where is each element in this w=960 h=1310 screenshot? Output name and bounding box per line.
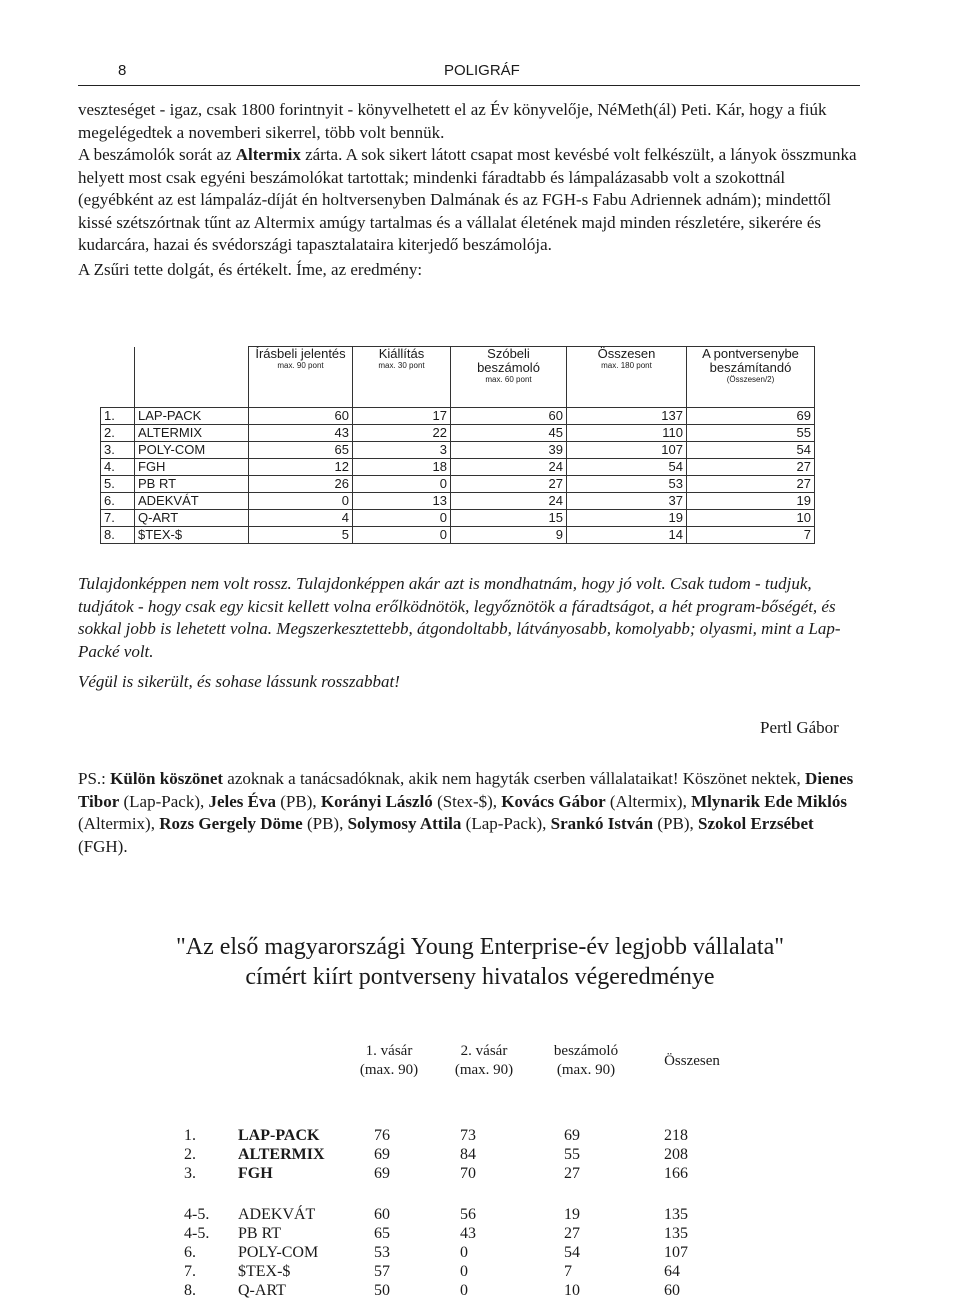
rank-cell: 6. <box>101 493 135 510</box>
final-header-line-1: beszámoló <box>553 1043 619 1059</box>
spacer-row <box>184 1080 748 1126</box>
rank-cell: 3. <box>101 442 135 459</box>
table-row <box>184 1126 748 1145</box>
total-cell: 208 <box>664 1146 688 1163</box>
oral-cell: 9 <box>451 527 567 544</box>
journal-title: POLIGRÁF <box>444 62 520 79</box>
total-cell: 166 <box>664 1165 688 1182</box>
rank-cell: 2. <box>184 1146 196 1163</box>
commentary-paragraph-1: Tulajdonképpen nem volt rossz. Tulajdonképpen akár azt is mondhatnám, hogy jó volt. Csak tudom - tudjuk, tudjátok - hogy csak egy kicsit kellett volna erőlködnötök, legyőznötök a fáradtságot, a hét program-bőségét, és sokkal jobb is lehetett volna. Megszerkesztettebb, átgondoltabb, látványosabb, komolyabb; olyasmi, mint a Lap-Packé volt. <box>78 574 841 661</box>
final-header-cell <box>636 1042 748 1080</box>
total-cell: 110 <box>567 425 687 442</box>
final-header-cell <box>346 1042 432 1080</box>
final-header-line-1: 1. vásár <box>365 1043 413 1059</box>
person-name: Solymosy Attila <box>347 814 462 833</box>
results-header-note: max. 90 pont <box>277 361 324 370</box>
rank-cell: 1. <box>101 408 135 425</box>
signature: Pertl Gábor <box>760 718 839 737</box>
v2-cell: 0 <box>460 1282 468 1299</box>
intro-paragraph-1: veszteséget - igaz, csak 1800 forintnyit - könyvelhetett el az Év könyvelője, NéMeth(ál) Peti. Kár, hogy a fiúk megelégedtek a novemberi sikerrel, több volt bennük. <box>78 100 827 142</box>
v1-cell: 69 <box>374 1146 390 1163</box>
team-name-cell: POLY-COM <box>135 442 249 459</box>
v1-cell: 69 <box>374 1165 390 1182</box>
results-header-note: max. 30 pont <box>378 361 425 370</box>
results-header-label: Írásbeli jelentés <box>255 346 346 361</box>
table-row <box>101 476 815 493</box>
rep-cell: 10 <box>564 1282 580 1299</box>
total-cell: 14 <box>567 527 687 544</box>
written-cell: 0 <box>249 493 353 510</box>
results-header-label: Kiállítás <box>378 346 425 361</box>
person-org: (Lap-Pack), <box>123 791 205 811</box>
results-header-cell <box>451 347 567 408</box>
v1-cell: 57 <box>374 1263 390 1280</box>
table-row <box>101 459 815 476</box>
person-org: (Lap-Pack), <box>465 814 547 833</box>
written-cell: 43 <box>249 425 353 442</box>
points-cell: 19 <box>687 493 815 510</box>
points-cell: 54 <box>687 442 815 459</box>
team-name-cell: Q-ART <box>238 1282 286 1299</box>
v2-cell: 43 <box>460 1225 476 1242</box>
oral-cell: 24 <box>451 493 567 510</box>
intro-paragraph-2: A beszámolók sorát az Altermix zárta. A sok sikert látott csapat most kevésbé volt felkészült, a lányok összmunka helyett most csak egyéni beszámolókat tartottak; mindenki fáradtabb és lámpalázasabb volt a szokottnál (egyébként az est lámpaláz-díját én holtversenyben Dalmának és az FGH-s Fabu Adriennek adnám); mindettől kissé szétszórtnak tűnt az Altermix amúgy tartalmas és a vállalat életének majd minden részletére, sikerére és kudarcára, hazai és svédországi tapasztalataira kiterjedő beszámolója. <box>78 145 857 254</box>
total-cell: 135 <box>664 1206 688 1223</box>
v2-cell: 0 <box>460 1263 468 1280</box>
person-org: (Stex-$), <box>437 791 498 811</box>
oral-cell: 39 <box>451 442 567 459</box>
intro-paragraph-3: A Zsűri tette dolgát, és értékelt. Íme, az eredmény: <box>78 259 423 279</box>
team-name-cell: PB RT <box>135 476 249 493</box>
exhibit-cell: 3 <box>353 442 451 459</box>
v1-cell: 60 <box>374 1206 390 1223</box>
person-name: Kovács Gábor <box>501 791 606 811</box>
table-row <box>184 1224 748 1243</box>
page-number: 8 <box>118 62 127 79</box>
final-table <box>184 1042 748 1300</box>
written-cell: 4 <box>249 510 353 527</box>
final-header-line-2: (max. 90) <box>556 1062 616 1078</box>
commentary-paragraph-2: Végül is sikerült, és sohase lássunk rosszabbat! <box>78 672 400 691</box>
written-cell: 60 <box>249 408 353 425</box>
total-cell: 53 <box>567 476 687 493</box>
rep-cell: 69 <box>564 1127 580 1144</box>
table-row <box>101 493 815 510</box>
header-rule <box>78 85 860 86</box>
commentary <box>78 573 860 694</box>
rank-cell: 4. <box>101 459 135 476</box>
total-cell: 64 <box>664 1263 680 1280</box>
results-header-note: max. 60 pont <box>485 375 532 384</box>
team-name-cell: $TEX-$ <box>238 1263 291 1280</box>
table-row <box>101 442 815 459</box>
person-name: Rozs Gergely Döme <box>159 814 303 833</box>
table-row <box>184 1164 748 1183</box>
oral-cell: 27 <box>451 476 567 493</box>
v2-cell: 70 <box>460 1165 476 1182</box>
team-name-cell: ALTERMIX <box>238 1146 325 1163</box>
v1-cell: 50 <box>374 1282 390 1299</box>
results-header-note: max. 180 pont <box>601 361 652 370</box>
total-cell: 107 <box>664 1244 688 1261</box>
v2-cell: 56 <box>460 1206 476 1223</box>
results-header-cell <box>687 347 815 408</box>
exhibit-cell: 0 <box>353 527 451 544</box>
rep-cell: 7 <box>564 1263 572 1280</box>
points-cell: 10 <box>687 510 815 527</box>
oral-cell: 24 <box>451 459 567 476</box>
team-name-cell: ALTERMIX <box>135 425 249 442</box>
final-header-cell <box>432 1042 536 1080</box>
rank-cell: 8. <box>101 527 135 544</box>
total-cell: 60 <box>664 1282 680 1299</box>
exhibit-cell: 0 <box>353 476 451 493</box>
team-name-cell: PB RT <box>238 1225 282 1242</box>
rank-cell: 7. <box>184 1263 196 1280</box>
person-org: (Altermix), <box>609 791 687 811</box>
team-name-cell: $TEX-$ <box>135 527 249 544</box>
results-header-cell <box>567 347 687 408</box>
exhibit-cell: 0 <box>353 510 451 527</box>
rep-cell: 27 <box>564 1225 580 1242</box>
person-org: (PB), <box>657 814 694 833</box>
table-row <box>101 425 815 442</box>
results-header-label: A pontversenybe beszámítandó <box>702 346 799 375</box>
results-header-label: Szóbeli beszámoló <box>477 346 540 375</box>
table-row <box>101 510 815 527</box>
person-name: Jeles Éva <box>208 791 277 811</box>
exhibit-cell: 18 <box>353 459 451 476</box>
rank-cell: 4-5. <box>184 1206 210 1223</box>
v2-cell: 73 <box>460 1127 476 1144</box>
person-name: Szokol Erzsébet <box>698 814 814 833</box>
oral-cell: 45 <box>451 425 567 442</box>
rank-cell: 7. <box>101 510 135 527</box>
table-row <box>184 1205 748 1224</box>
person-name: Srankó István <box>550 814 654 833</box>
rank-cell: 3. <box>184 1165 196 1182</box>
postscript <box>78 768 860 858</box>
final-title <box>100 932 860 992</box>
intro-text <box>78 99 860 281</box>
exhibit-cell: 13 <box>353 493 451 510</box>
total-cell: 135 <box>664 1225 688 1242</box>
points-cell: 27 <box>687 459 815 476</box>
table-row <box>101 408 815 425</box>
rep-cell: 27 <box>564 1165 580 1182</box>
points-cell: 69 <box>687 408 815 425</box>
final-title-line-1: "Az első magyarországi Young Enterprise-év legjobb vállalata" <box>175 934 785 960</box>
table-row <box>101 527 815 544</box>
results-header-cell <box>353 347 451 408</box>
total-cell: 218 <box>664 1127 688 1144</box>
total-cell: 107 <box>567 442 687 459</box>
rank-cell: 2. <box>101 425 135 442</box>
team-name-cell: FGH <box>238 1165 273 1182</box>
team-name-cell: Q-ART <box>135 510 249 527</box>
person-name: Mlynarik Ede Miklós <box>691 791 847 811</box>
oral-cell: 60 <box>451 408 567 425</box>
rank-cell: 8. <box>184 1282 196 1299</box>
oral-cell: 15 <box>451 510 567 527</box>
final-header-line-2: (max. 90) <box>359 1062 419 1078</box>
person-name: Korányi László <box>320 791 433 811</box>
table-row <box>184 1145 748 1164</box>
v1-cell: 76 <box>374 1127 390 1144</box>
v2-cell: 84 <box>460 1146 476 1163</box>
points-cell: 55 <box>687 425 815 442</box>
points-cell: 27 <box>687 476 815 493</box>
group-gap <box>184 1183 748 1205</box>
written-cell: 65 <box>249 442 353 459</box>
points-cell: 7 <box>687 527 815 544</box>
results-table <box>100 346 815 544</box>
results-header-label: Összesen <box>597 346 656 361</box>
rank-cell: 4-5. <box>184 1225 210 1242</box>
results-header-note: (Összesen/2) <box>726 375 775 384</box>
written-cell: 12 <box>249 459 353 476</box>
team-name-cell: ADEKVÁT <box>135 493 249 510</box>
total-cell: 37 <box>567 493 687 510</box>
total-cell: 54 <box>567 459 687 476</box>
results-header-cell <box>249 347 353 408</box>
written-cell: 5 <box>249 527 353 544</box>
exhibit-cell: 17 <box>353 408 451 425</box>
final-header-line-1: Összesen <box>664 1052 720 1069</box>
final-header-line-2: (max. 90) <box>454 1062 514 1078</box>
person-org: (FGH). <box>78 836 128 856</box>
table-row <box>184 1262 748 1281</box>
rank-cell: 5. <box>101 476 135 493</box>
person-org: (PB), <box>280 791 317 811</box>
team-name-cell: FGH <box>135 459 249 476</box>
team-name-cell: ADEKVÁT <box>238 1206 316 1223</box>
v2-cell: 0 <box>460 1244 468 1261</box>
final-header-cell <box>536 1042 636 1080</box>
rank-cell: 1. <box>184 1127 196 1144</box>
v1-cell: 53 <box>374 1244 390 1261</box>
team-name-cell: POLY-COM <box>238 1244 319 1261</box>
team-name-cell: LAP-PACK <box>238 1127 320 1144</box>
ps-text: PS.: Külön köszönet azoknak a tanácsadóknak, akik nem hagyták cserben vállalataikat! Köszönet nektek, Dienes Tibor (Lap-Pack), Jeles Éva (PB), Korányi László (Stex-$), Kovács Gábor (Altermix), Mlynarik Ede Miklós (Altermix), Rozs Gergely Döme (PB), Solymosy Attila (Lap-Pack), Srankó István (PB), Szokol Erzsébet (FGH). <box>78 769 854 856</box>
person-name: Dienes Tibor <box>78 769 854 811</box>
team-name-cell: LAP-PACK <box>135 408 249 425</box>
person-org: (Altermix), <box>78 814 155 833</box>
v1-cell: 65 <box>374 1225 390 1242</box>
rank-cell: 6. <box>184 1244 196 1261</box>
final-title-line-2: címért kiírt pontverseny hivatalos végeredménye <box>245 964 715 990</box>
rep-cell: 19 <box>564 1206 580 1223</box>
written-cell: 26 <box>249 476 353 493</box>
rep-cell: 54 <box>564 1244 580 1261</box>
rep-cell: 55 <box>564 1146 580 1163</box>
person-org: (PB), <box>306 814 344 833</box>
exhibit-cell: 22 <box>353 425 451 442</box>
table-row <box>184 1281 748 1300</box>
total-cell: 19 <box>567 510 687 527</box>
final-header-line-1: 2. vásár <box>460 1043 508 1059</box>
total-cell: 137 <box>567 408 687 425</box>
table-row <box>184 1243 748 1262</box>
